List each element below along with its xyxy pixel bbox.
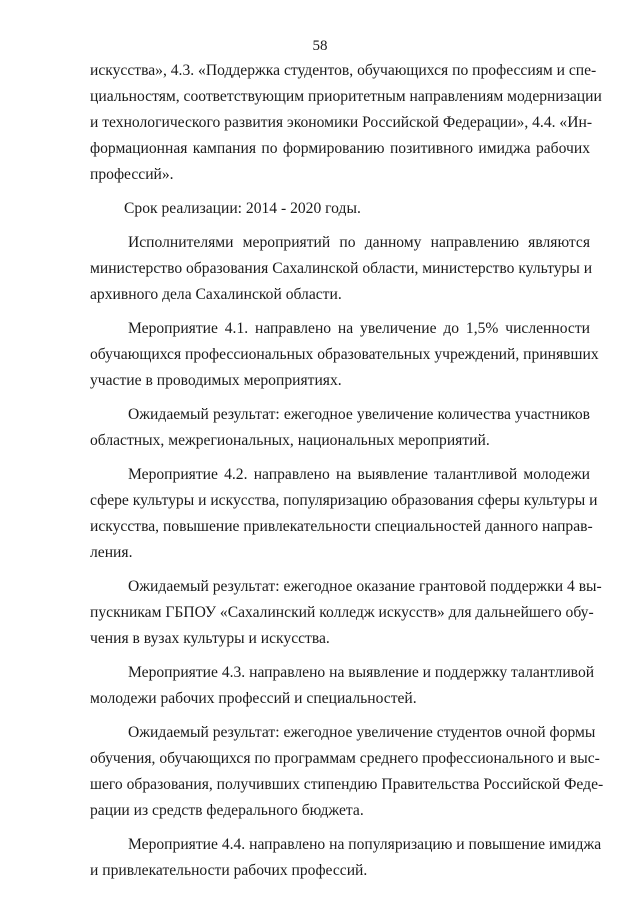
text-line: пускникам ГБПОУ «Сахалинский колледж искусств» для дальнейшего обу- [90,604,594,621]
text-line: министерство образования Сахалинской области, министерство культуры и [90,260,593,277]
paragraph-8 [90,660,595,712]
text-line: участие в проводимых мероприятиях. [90,372,342,389]
text-line: обучения, обучающихся по программам среднего профессионального и выс- [90,750,600,767]
paragraph-9 [90,720,604,824]
text-line: и технологического развития экономики Российской Федерации», 4.4. «Ин- [90,114,593,131]
page-number: 58 [312,38,328,54]
text-line: архивного дела Сахалинской области. [90,286,342,303]
text-line: чения в вузах культуры и искусства. [90,630,330,647]
text-line: и привлекательности рабочих профессий. [90,862,368,879]
paragraph-7 [90,574,602,652]
text-line: формационная кампания по формированию позитивного имиджа рабочих [90,140,590,157]
text-line: Мероприятие 4.2. направлено на выявление талантливой молодежи [128,466,590,483]
paragraph-1 [90,58,602,188]
text-line: шего образования, получивших стипендию Правительства Российской Феде- [90,776,604,793]
text-line: сфере культуры и искусства, популяризацию образования сферы культуры и [90,492,598,509]
paragraph-10 [90,832,602,884]
text-line: циальностям, соответствующим приоритетным направлениям модернизации [90,88,602,105]
text-line: рации из средств федерального бюджета. [90,802,364,819]
text-line: Исполнителями мероприятий по данному направлению являются [128,234,590,251]
paragraph-5 [90,402,590,454]
text-line: Мероприятие 4.3. направлено на выявление и поддержку талантливой [128,664,595,681]
text-line: Мероприятие 4.4. направлено на популяризацию и повышение имиджа [128,836,602,853]
paragraph-4 [90,316,599,394]
text-line: Ожидаемый результат: ежегодное увеличение студентов очной формы [128,724,596,741]
text-line: Мероприятие 4.1. направлено на увеличение до 1,5% численности [128,320,590,337]
paragraph-6 [90,462,598,566]
paragraph-2 [90,196,590,222]
text-line: Ожидаемый результат: ежегодное оказание грантовой поддержки 4 вы- [128,578,602,595]
text-line: ления. [90,544,133,561]
text-line: искусства», 4.3. «Поддержка студентов, обучающихся по профессиям и спе- [90,62,597,79]
text-line: областных, межрегиональных, национальных мероприятий. [90,432,490,449]
text-line: профессий». [90,166,174,183]
text-line: Срок реализации: 2014 - 2020 годы. [124,200,361,217]
paragraph-3 [90,230,593,308]
text-line: обучающихся профессиональных образовательных учреждений, принявших [90,346,599,363]
text-line: искусства, повышение привлекательности специальностей данного направ- [90,518,593,535]
text-line: молодежи рабочих профессий и специальностей. [90,690,417,707]
text-line: Ожидаемый результат: ежегодное увеличение количества участников [128,406,590,423]
document-body [90,58,604,884]
